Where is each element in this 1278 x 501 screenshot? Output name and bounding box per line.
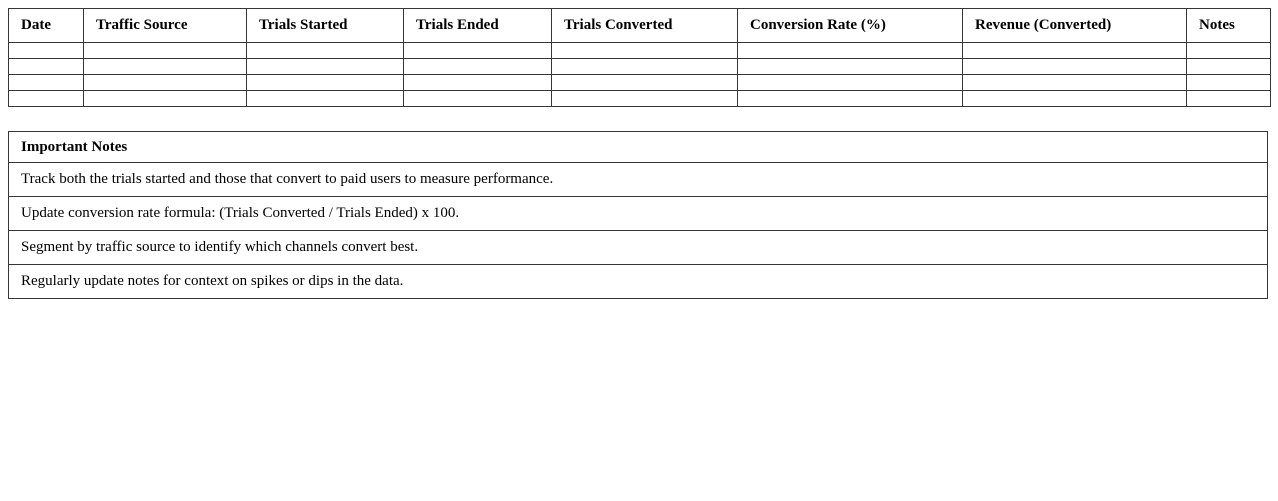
empty-cell-trials-ended[interactable] [404,75,552,91]
empty-cell-date[interactable] [9,75,84,91]
column-header-trials-ended: Trials Ended [404,9,552,43]
empty-cell-revenue-converted[interactable] [963,75,1187,91]
table-row [9,75,1271,91]
empty-cell-trials-started[interactable] [247,91,404,107]
column-header-trials-started: Trials Started [247,9,404,43]
empty-cell-trials-converted[interactable] [552,75,738,91]
notes-item-track-trials: Track both the trials started and those that convert to paid users to measure performance. [9,163,1268,197]
empty-cell-notes[interactable] [1187,59,1271,75]
empty-cell-conversion-rate[interactable] [738,43,963,59]
notes-header-row [9,132,1268,163]
empty-cell-trials-ended[interactable] [404,91,552,107]
empty-cell-notes[interactable] [1187,43,1271,59]
empty-cell-conversion-rate[interactable] [738,75,963,91]
notes-item-row [9,163,1268,197]
empty-cell-traffic-source[interactable] [84,43,247,59]
empty-cell-date[interactable] [9,43,84,59]
empty-cell-conversion-rate[interactable] [738,91,963,107]
empty-cell-date[interactable] [9,91,84,107]
table-row [9,59,1271,75]
header-row [9,9,1271,43]
empty-cell-trials-converted[interactable] [552,43,738,59]
empty-cell-revenue-converted[interactable] [963,91,1187,107]
notes-section-title: Important Notes [9,132,1268,163]
empty-cell-notes[interactable] [1187,75,1271,91]
empty-cell-trials-converted[interactable] [552,59,738,75]
empty-cell-revenue-converted[interactable] [963,43,1187,59]
column-header-conversion-rate: Conversion Rate (%) [738,9,963,43]
table-row [9,43,1271,59]
important-notes-table [8,131,1268,299]
column-header-notes: Notes [1187,9,1271,43]
empty-cell-traffic-source[interactable] [84,91,247,107]
empty-cell-traffic-source[interactable] [84,59,247,75]
empty-cell-date[interactable] [9,59,84,75]
empty-cell-trials-started[interactable] [247,59,404,75]
column-header-trials-converted: Trials Converted [552,9,738,43]
column-header-date: Date [9,9,84,43]
notes-item-conversion-formula: Update conversion rate formula: (Trials Converted / Trials Ended) x 100. [9,197,1268,231]
empty-cell-trials-ended[interactable] [404,43,552,59]
empty-cell-trials-converted[interactable] [552,91,738,107]
notes-item-update-notes: Regularly update notes for context on spikes or dips in the data. [9,265,1268,299]
column-header-traffic-source: Traffic Source [84,9,247,43]
empty-cell-trials-started[interactable] [247,43,404,59]
table-row [9,91,1271,107]
empty-cell-notes[interactable] [1187,91,1271,107]
empty-cell-trials-started[interactable] [247,75,404,91]
empty-cell-revenue-converted[interactable] [963,59,1187,75]
empty-cell-conversion-rate[interactable] [738,59,963,75]
notes-item-segment-traffic: Segment by traffic source to identify which channels convert best. [9,231,1268,265]
empty-cell-trials-ended[interactable] [404,59,552,75]
notes-item-row [9,265,1268,299]
notes-item-row [9,197,1268,231]
column-header-revenue-converted: Revenue (Converted) [963,9,1187,43]
trials-tracking-table [8,8,1271,107]
empty-cell-traffic-source[interactable] [84,75,247,91]
notes-item-row [9,231,1268,265]
